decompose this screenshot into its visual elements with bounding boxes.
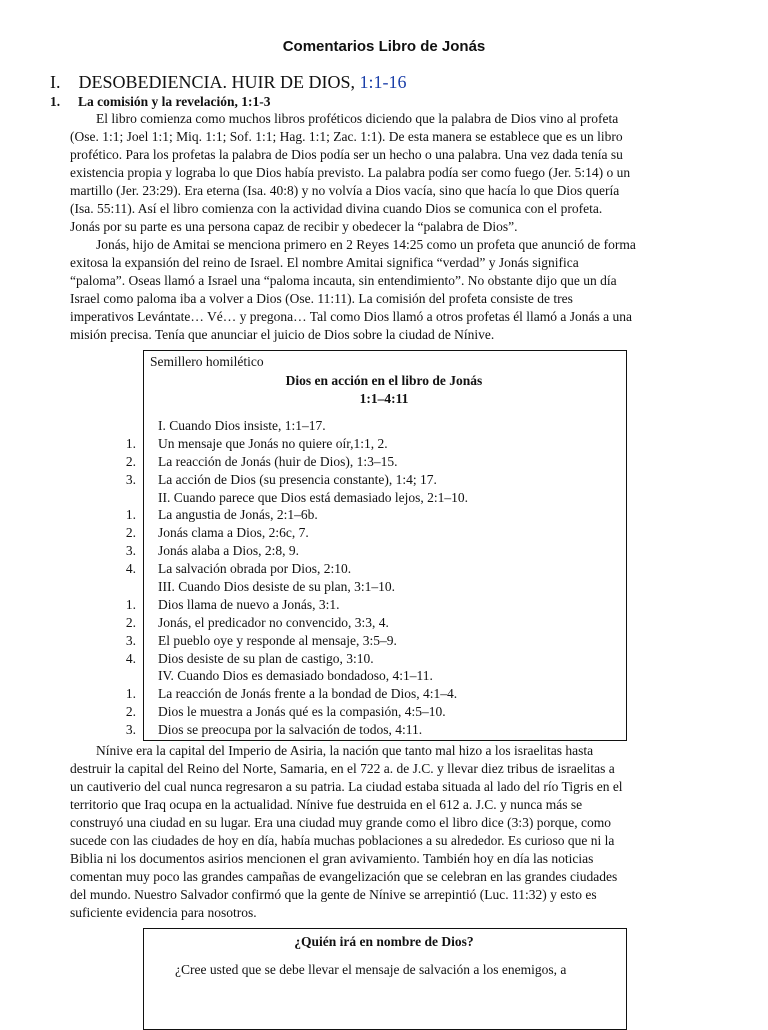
- question-text: ¿Cree usted que se debe llevar el mensaje de salvación a los enemigos, a: [175, 962, 567, 977]
- paragraph-line: (Isa. 55:11). Así el libro comienza con la actividad divina cuando Dios se comunica con el profeta.: [70, 201, 603, 216]
- outline-row: III. Cuando Dios desiste de su plan, 3:1–10.: [158, 579, 395, 595]
- homiletic-title: Dios en acción en el libro de Jonás: [285, 373, 483, 388]
- paragraph-line: Biblia ni los documentos asirios mencionen el gran avivamiento. También hoy en día las noticias: [70, 851, 594, 866]
- outline-row: 4. Dios desiste de su plan de castigo, 3:10.: [125, 650, 374, 666]
- paragraph-line: destruir la capital del Reino del Norte, Samaria, en el 722 a. de J.C. y llevar diez tribus de israelitas a: [70, 761, 615, 776]
- paragraph-line: del mundo. Nuestro Salvador confirmó que la gente de Nínive se arrepintió (Luc. 11:32) y esto es: [70, 887, 597, 902]
- paragraph-line: Jonás por su parte es una persona capaz de recibir y obedecer la “palabra de Dios”.: [70, 219, 518, 234]
- outline-row: 1. La reacción de Jonás frente a la bondad de Dios, 4:1–4.: [125, 686, 458, 702]
- paragraph-3: [70, 742, 710, 922]
- section-numeral: I.: [50, 72, 61, 92]
- paragraph-line: martillo (Jer. 23:29). Era eterna (Isa. 40:8) y no volvía a Dios vacía, sino que hacía lo que Dios quería: [70, 183, 620, 198]
- paragraph-line: construyó una ciudad en su lugar. Era una ciudad muy grande como el libro dice (3:3) porque, como: [70, 815, 611, 830]
- outline-row: 1. Un mensaje que Jonás no quiere oír,1:1, 2.: [125, 435, 388, 451]
- document-title: Comentarios Libro de Jonás: [282, 38, 486, 55]
- paragraph-line: misión precisa. Tenía que anunciar el juicio de Dios sobre la ciudad de Nínive.: [70, 327, 495, 342]
- paragraph-line: territorio que Iraq ocupa en la actualidad. Nínive fue destruida en el 612 a. J.C. y nunca más se: [70, 797, 583, 812]
- outline-row: 2. Jonás clama a Dios, 2:6c, 7.: [125, 525, 309, 541]
- outline-row: 3. Dios se preocupa por la salvación de todos, 4:11.: [125, 722, 423, 738]
- section-reference: 1:1-16: [359, 72, 407, 92]
- paragraph-line: profético. Para los profetas la palabra de Dios podía ser un hecho o una palabra. Una vez dada tenía su: [70, 147, 623, 162]
- outline-row: 3. El pueblo oye y responde al mensaje, 3:5–9.: [125, 632, 397, 648]
- subsection-title: La comisión y la revelación, 1:1-3: [78, 94, 271, 109]
- paragraph-line: existencia propia y lograba lo que Dios había previsto. La palabra podía ser como fuego (Jer. 5:14) o un: [70, 165, 631, 180]
- outline-row: 1. Dios llama de nuevo a Jonás, 3:1.: [125, 596, 340, 612]
- subsection-number: 1.: [50, 94, 61, 109]
- homiletic-label: Semillero homilético: [150, 354, 264, 369]
- outline-row: 3. Jonás alaba a Dios, 2:8, 9.: [125, 543, 299, 559]
- paragraph-line: sucede con las ciudades de hoy en día, había muchas poblaciones a su alrededor. Es curioso que ni la: [70, 833, 615, 848]
- paragraph-1: [70, 110, 710, 236]
- subsection-heading: [50, 94, 270, 110]
- paragraph-line: comentan muy poco las grandes campañas de evangelización que se celebran en las grandes ciudades: [70, 869, 618, 884]
- paragraph-line: suficiente evidencia para nosotros.: [70, 905, 257, 920]
- paragraph-line: “paloma”. Oseas llamó a Israel una “paloma incauta, sin entendimiento”. No obstante dijo que un día: [70, 273, 617, 288]
- outline-row: 1. La angustia de Jonás, 2:1–6b.: [125, 507, 318, 523]
- paragraph-line: Nínive era la capital del Imperio de Asiria, la nación que tanto mal hizo a los israelitas hasta: [96, 743, 594, 758]
- paragraph-line: exitosa la expansión del reino de Israel. El nombre Amitai significa “verdad” y Jonás significa: [70, 255, 579, 270]
- outline-row: 2. Dios le muestra a Jonás qué es la compasión, 4:5–10.: [125, 704, 446, 720]
- paragraph-line: El libro comienza como muchos libros proféticos diciendo que la palabra de Dios vino al profeta: [96, 111, 619, 126]
- paragraph-line: Jonás, hijo de Amitai se menciona primero en 2 Reyes 14:25 como un profeta que anunció de forma: [96, 237, 636, 252]
- outline-row: I. Cuando Dios insiste, 1:1–17.: [158, 418, 326, 433]
- section-title: DESOBEDIENCIA. HUIR DE DIOS,: [78, 72, 355, 92]
- outline-row: IV. Cuando Dios es demasiado bondadoso, 4:1–11.: [158, 668, 433, 684]
- homiletic-subtitle: 1:1–4:11: [359, 391, 409, 406]
- paragraph-line: un cautiverio del cual nunca regresaron a su patria. La ciudad estaba situada al lado del río Tigris en el: [70, 779, 623, 794]
- section-heading: [50, 72, 407, 93]
- outline-row: II. Cuando parece que Dios está demasiado lejos, 2:1–10.: [158, 489, 469, 505]
- homiletic-outline: [110, 418, 630, 740]
- paragraph-line: imperativos Levántate… Vé… y pregona… Tal como Dios llamó a otros profetas él llamó a Jonás a una: [70, 309, 633, 324]
- paragraph-line: (Ose. 1:1; Joel 1:1; Miq. 1:1; Sof. 1:1; Hag. 1:1; Zac. 1:1). De esta manera se establece que es un libro: [70, 129, 623, 144]
- outline-row: 2. La reacción de Jonás (huir de Dios), 1:3–15.: [125, 453, 398, 469]
- paragraph-line: Israel como paloma iba a volver a Dios (Ose. 11:11). La comisión del profeta consiste de tres: [70, 291, 573, 306]
- outline-row: 2. Jonás, el predicador no convencido, 3:3, 4.: [125, 614, 389, 630]
- question-title: ¿Quién irá en nombre de Dios?: [294, 934, 474, 949]
- outline-row: 3. La acción de Dios (su presencia constante), 1:4; 17.: [125, 471, 437, 487]
- paragraph-2: [70, 236, 710, 344]
- outline-row: 4. La salvación obrada por Dios, 2:10.: [125, 561, 352, 577]
